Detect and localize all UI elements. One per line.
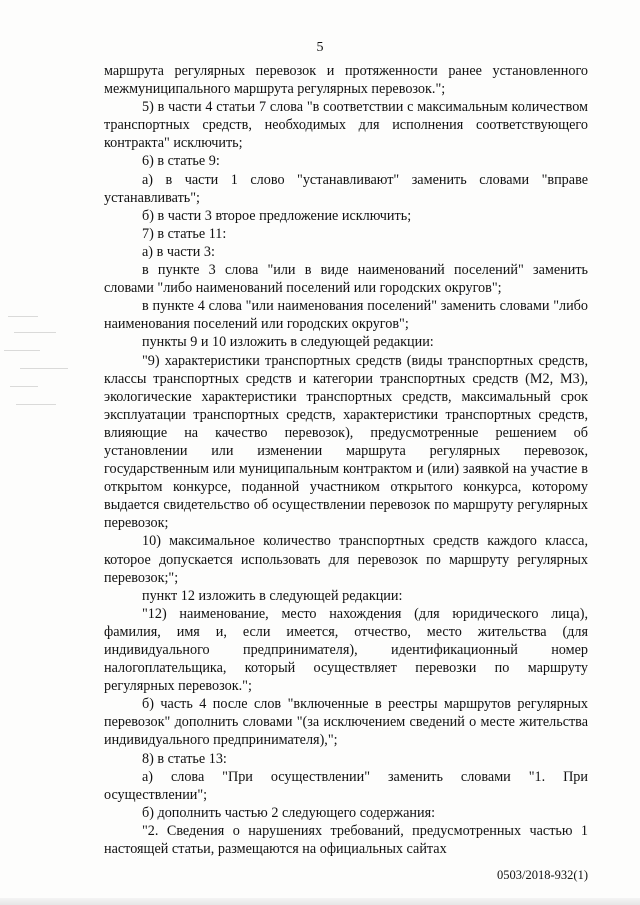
scan-bottom-edge: [0, 898, 640, 905]
document-body: [104, 62, 588, 858]
scan-artifact: [0, 310, 80, 430]
paragraph: 7) в статье 11:: [142, 225, 227, 242]
paragraph: пункт 12 изложить в следующей редакции:: [142, 587, 403, 604]
paragraph: б) в части 3 второе предложение исключить;: [142, 207, 412, 224]
paragraph: а) в части 1 слово "устанавливают" заменить словами "вправе устанавливать";: [104, 171, 588, 206]
paragraph: а) в части 3:: [142, 243, 215, 260]
document-code: 0503/2018-932(1): [497, 868, 588, 882]
paragraph: "9) характеристики транспортных средств (виды транспортных средств, классы транспортных средств и категории транспортных средств (М2, М3), экологические характеристики транспортных средств, максимальный срок эксплуатации транспортных средств, характеристики транспортных средств, влияющие на качество перевозок), предусмотренные решением об установлении или изменении маршрута регулярных перевозок, государственным или муниципальным контрактом и (или) заявкой на участие в открытом конкурсе, поданной участником открытого конкурса, которому выдается свидетельство об осуществлении перевозок по маршруту регулярных перевозок;: [104, 352, 588, 532]
paragraph: 10) максимальное количество транспортных средств каждого класса, которое допускается использовать для перевозок по маршруту регулярных перевозок;";: [104, 533, 588, 586]
paragraph: в пункте 3 слова "или в виде наименований поселений" заменить словами "либо наименований поселений или городских округов";: [104, 262, 588, 297]
paragraph: б) часть 4 после слов "включенные в реестры маршрутов регулярных перевозок" дополнить словами "(за исключением сведений о месте жительства индивидуального предпринимателя),";: [104, 696, 588, 749]
paragraph: б) дополнить частью 2 следующего содержания:: [142, 804, 436, 821]
paragraph: пункты 9 и 10 изложить в следующей редакции:: [142, 334, 434, 351]
paragraph: 6) в статье 9:: [142, 153, 220, 170]
paragraph: а) слова "При осуществлении" заменить словами "1. При осуществлении";: [104, 768, 588, 803]
paragraph: маршрута регулярных перевозок и протяженности ранее установленного межмуниципального маршрута регулярных перевозок.";: [104, 63, 588, 98]
paragraph: "12) наименование, место нахождения (для юридического лица), фамилия, имя и, если имеется, отчество, место жительства (для индивидуального предпринимателя), идентификационный номер налогоплательщика, который осуществляет перевозки по маршруту регулярных перевозок.";: [104, 605, 588, 695]
page-number: 5: [316, 40, 324, 55]
paragraph: 5) в части 4 статьи 7 слова "в соответствии с максимальным количеством транспортных средств, необходимых для исполнения соответствующего контракта" исключить;: [104, 99, 588, 152]
paragraph: в пункте 4 слова "или наименования поселений" заменить словами "либо наименования поселений или городских округов";: [104, 298, 588, 333]
paragraph: 8) в статье 13:: [142, 750, 227, 767]
paragraph: "2. Сведения о нарушениях требований, предусмотренных частью 1 настоящей статьи, размещаются на официальных сайтах: [104, 822, 588, 858]
